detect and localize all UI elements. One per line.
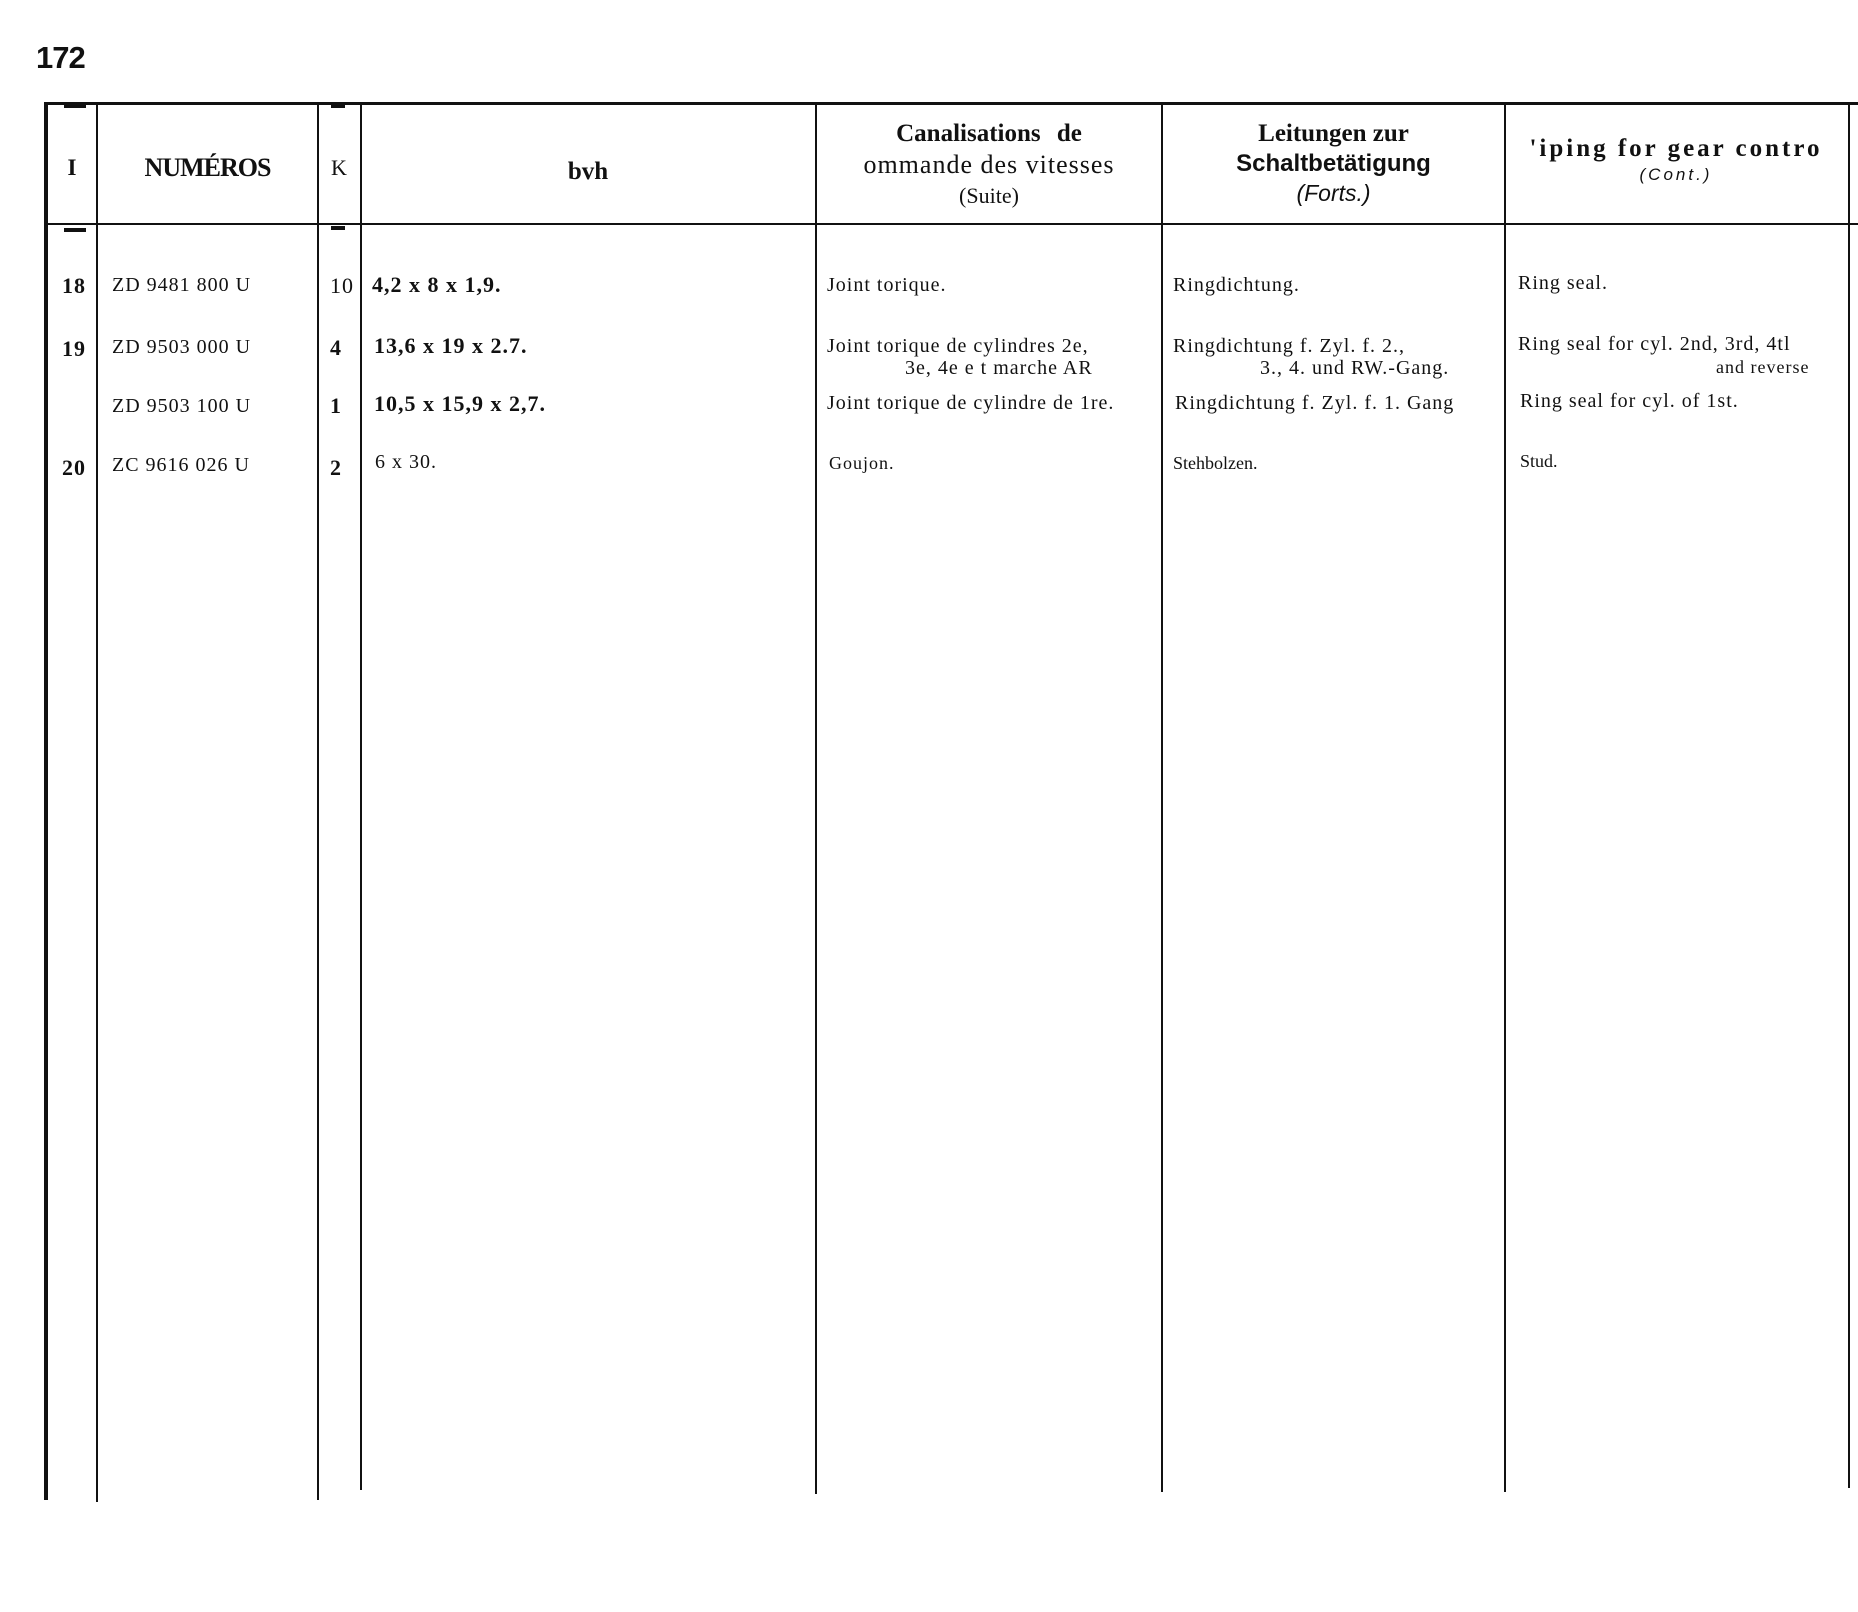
header-french-sub: (Suite) <box>959 182 1019 208</box>
row-desc-english: Ring seal. <box>1518 272 1608 294</box>
col-divider-6 <box>1504 104 1506 1492</box>
col-divider-4 <box>815 104 817 1494</box>
header-french <box>817 118 1161 209</box>
header-german-line1: Leitungen zur <box>1258 120 1409 147</box>
header-tick-k-bottom <box>331 226 345 230</box>
row-dimensions: 13,6 x 19 x 2.7. <box>374 333 528 358</box>
row-desc-french-cont: 3e, 4e e t marche AR <box>905 357 1093 379</box>
header-german <box>1163 118 1504 208</box>
row-part-number: ZD 9503 000 U <box>112 336 252 358</box>
col-divider-1 <box>96 104 98 1502</box>
header-english-line1: 'iping for gear contro <box>1529 135 1823 162</box>
row-desc-english-cont: and reverse <box>1716 357 1810 377</box>
header-german-sub: (Forts.) <box>1296 180 1371 207</box>
row-dimensions: 4,2 x 8 x 1,9. <box>372 272 502 297</box>
header-english <box>1506 133 1846 186</box>
row-desc-german: Ringdichtung f. Zyl. f. 1. Gang <box>1175 392 1455 414</box>
row-part-number: ZD 9503 100 U <box>112 395 252 417</box>
row-quantity: 10 <box>330 273 354 298</box>
header-tick-k <box>331 104 345 108</box>
row-desc-german: Ringdichtung f. Zyl. f. 2., <box>1173 335 1405 357</box>
row-desc-french: Joint torique. <box>827 274 947 296</box>
header-german-line2: Schaltbetätigung <box>1236 150 1431 178</box>
row-dimensions: 10,5 x 15,9 x 2,7. <box>374 391 546 416</box>
col-divider-3 <box>360 104 362 1490</box>
header-english-sub: (Cont.) <box>1639 165 1713 185</box>
row-item-number: 18 <box>62 273 86 298</box>
row-dimensions: 6 x 30. <box>375 451 437 473</box>
row-part-number: ZC 9616 026 U <box>112 454 250 476</box>
table-left-border <box>44 102 48 1500</box>
header-numeros: NUMÉROS <box>144 153 271 182</box>
row-desc-english: Ring seal for cyl. 2nd, 3rd, 4tl <box>1518 333 1791 355</box>
row-item-number: 20 <box>62 455 86 480</box>
header-i: I <box>67 155 77 180</box>
row-desc-french: Joint torique de cylindres 2e, <box>827 335 1089 357</box>
header-french-line2: ommande des vitesses <box>863 150 1115 180</box>
row-desc-english: Ring seal for cyl. of 1st. <box>1520 390 1739 412</box>
row-desc-german: Stehbolzen. <box>1173 453 1258 473</box>
row-desc-french: Joint torique de cylindre de 1re. <box>827 392 1115 414</box>
header-tick-i <box>64 104 86 108</box>
row-desc-english: Stud. <box>1520 451 1558 471</box>
row-quantity: 4 <box>330 335 342 360</box>
row-quantity: 1 <box>330 393 342 418</box>
header-k: K <box>331 155 347 180</box>
row-desc-french: Goujon. <box>829 453 895 473</box>
col-divider-7 <box>1848 104 1850 1488</box>
header-tick-i-bottom <box>64 228 86 232</box>
header-french-line1: Canalisations de <box>896 120 1082 147</box>
col-divider-2 <box>317 104 319 1500</box>
header-bottom-border <box>48 223 1858 225</box>
page-number: 172 <box>36 40 85 75</box>
row-item-number: 19 <box>62 336 86 361</box>
row-quantity: 2 <box>330 455 342 480</box>
col-divider-5 <box>1161 104 1163 1492</box>
header-bvh: bvh <box>567 158 609 185</box>
row-desc-german-cont: 3., 4. und RW.-Gang. <box>1260 357 1450 379</box>
row-desc-german: Ringdichtung. <box>1173 274 1300 296</box>
row-part-number: ZD 9481 800 U <box>112 274 252 296</box>
